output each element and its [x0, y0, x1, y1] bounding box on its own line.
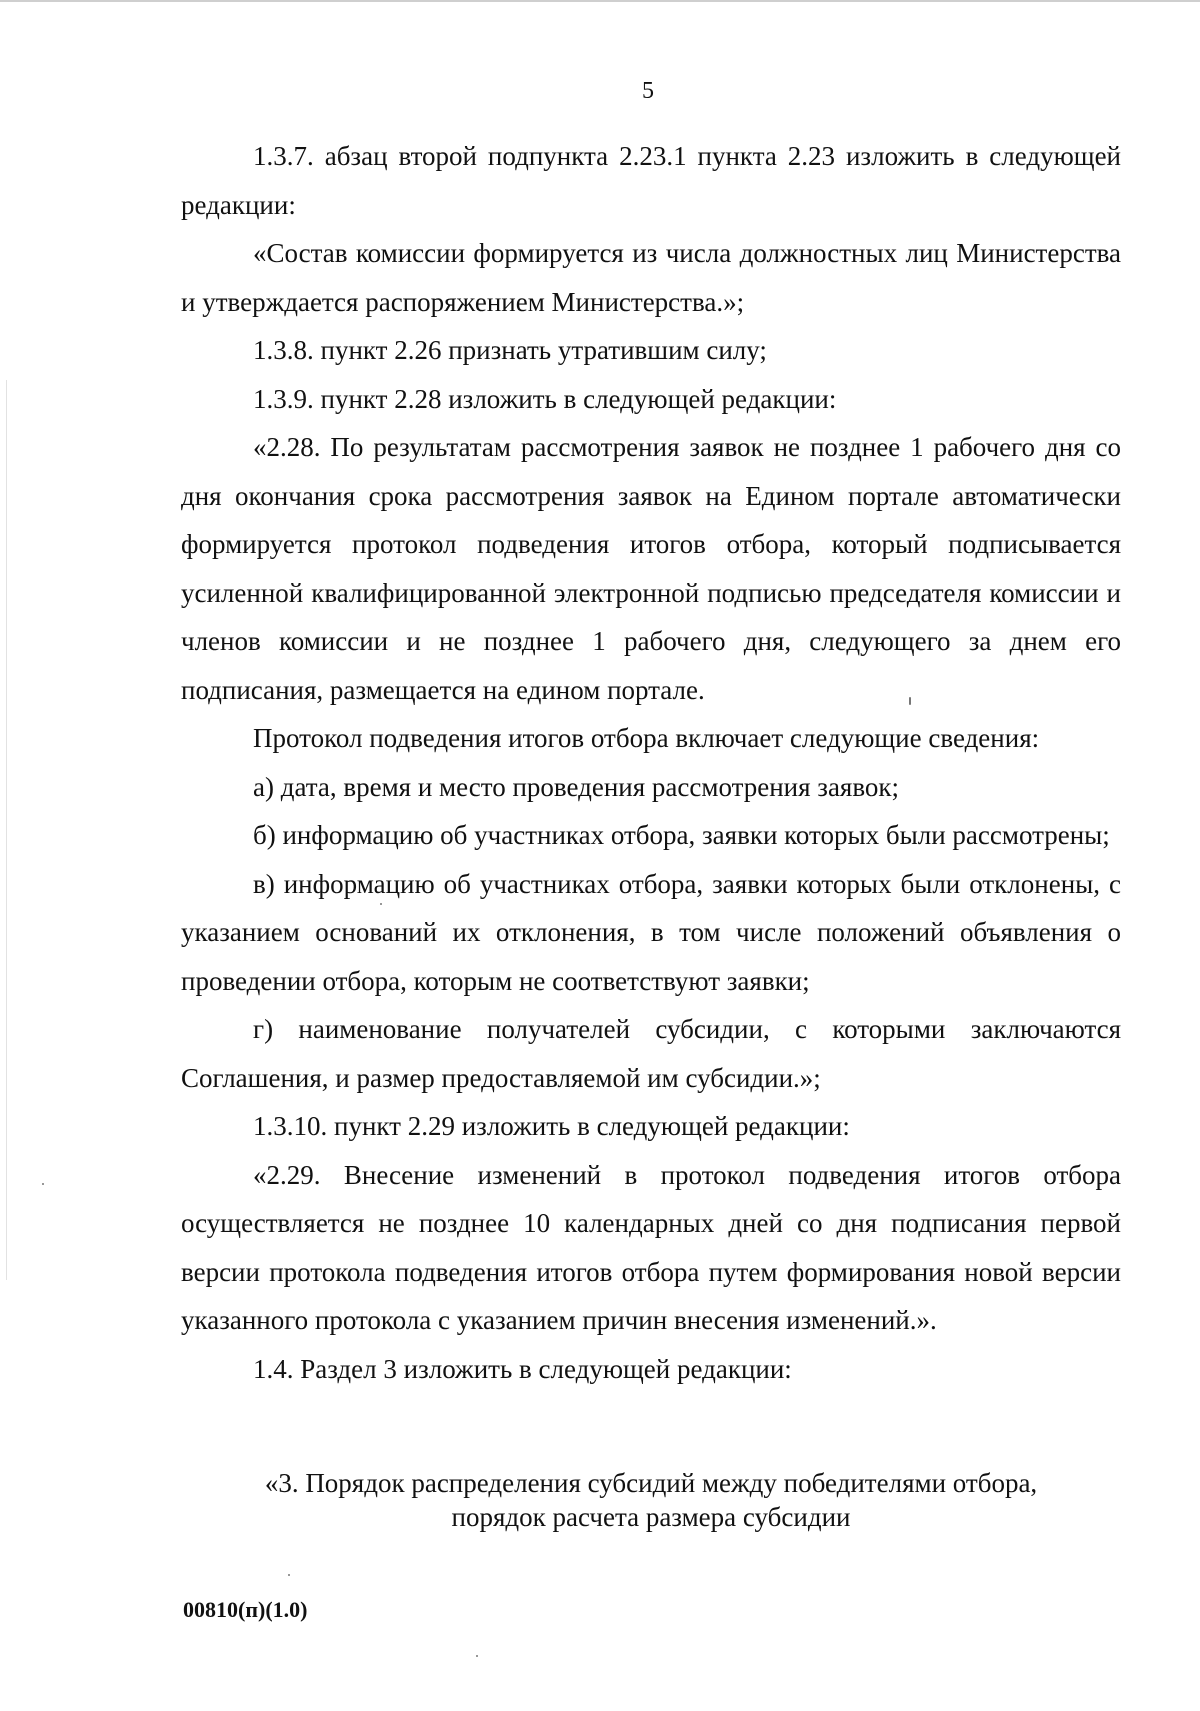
- paragraph-2-28: «2.28. По результатам рассмотрения заявок не позднее 1 рабочего дня со дня окончания срока рассмотрения заявок на Едином портале автоматически формируется протокол подведения итогов отбора, который подписывается усиленной квалифицированной электронной подписью председателя комиссии и членов комиссии и не позднее 1 рабочего дня, следующего за днем его подписания, размещается на едином портале.: [181, 432, 1121, 705]
- paragraph-1-4: 1.4. Раздел 3 изложить в следующей редакции:: [253, 1353, 792, 1384]
- section-heading-line-1: «3. Порядок распределения субсидий между победителями отбора,: [264, 1468, 1038, 1498]
- paragraph-commission-composition: «Состав комиссии формируется из числа должностных лиц Министерства и утверждается распоряжением Министерства.»;: [181, 238, 1121, 317]
- section-heading-line-2: порядок расчета размера субсидии: [451, 1502, 851, 1532]
- list-item-v: в) информацию об участниках отбора, заявки которых были отклонены, с указанием оснований их отклонения, в том числе положений объявления о проведении отбора, которым не соответствуют заявки;: [181, 868, 1121, 996]
- scan-speck: [288, 1574, 290, 1576]
- scan-speck: [909, 697, 911, 705]
- page-number: 5: [642, 78, 654, 104]
- section-heading: [181, 1466, 1121, 1534]
- scan-edge-left: [6, 380, 7, 1280]
- paragraph-1-3-8: 1.3.8. пункт 2.26 признать утратившим силу;: [253, 335, 767, 365]
- paragraph-2-29: «2.29. Внесение изменений в протокол подведения итогов отбора осуществляется не позднее 10 календарных дней со дня подписания первой версии протокола подведения итогов отбора путем формирования новой версии указанного протокола с указанием причин внесения изменений.».: [181, 1159, 1121, 1335]
- document-body: [181, 132, 1121, 1393]
- scan-speck: [42, 1183, 44, 1185]
- list-item-g: г) наименование получателей субсидии, с которыми заключаются Соглашения, и размер предоставляемой им субсидии.»;: [181, 1014, 1121, 1093]
- list-item-b: б) информацию об участниках отбора, заявки которых были рассмотрены;: [253, 820, 1110, 850]
- document-code: 00810(п)(1.0): [183, 1597, 308, 1622]
- paragraph-1-3-9: 1.3.9. пункт 2.28 изложить в следующей редакции:: [253, 383, 837, 414]
- paragraph-1-3-10: 1.3.10. пункт 2.29 изложить в следующей редакции:: [253, 1111, 850, 1141]
- scan-edge-top: [0, 0, 1200, 2]
- paragraph-protocol-includes: Протокол подведения итогов отбора включает следующие сведения:: [253, 723, 1040, 753]
- paragraph-1-3-7: 1.3.7. абзац второй подпункта 2.23.1 пункта 2.23 изложить в следующей редакции:: [181, 141, 1121, 220]
- list-item-a: а) дата, время и место проведения рассмотрения заявок;: [253, 771, 900, 802]
- scan-speck: [476, 1655, 478, 1657]
- scan-speck: [380, 903, 382, 905]
